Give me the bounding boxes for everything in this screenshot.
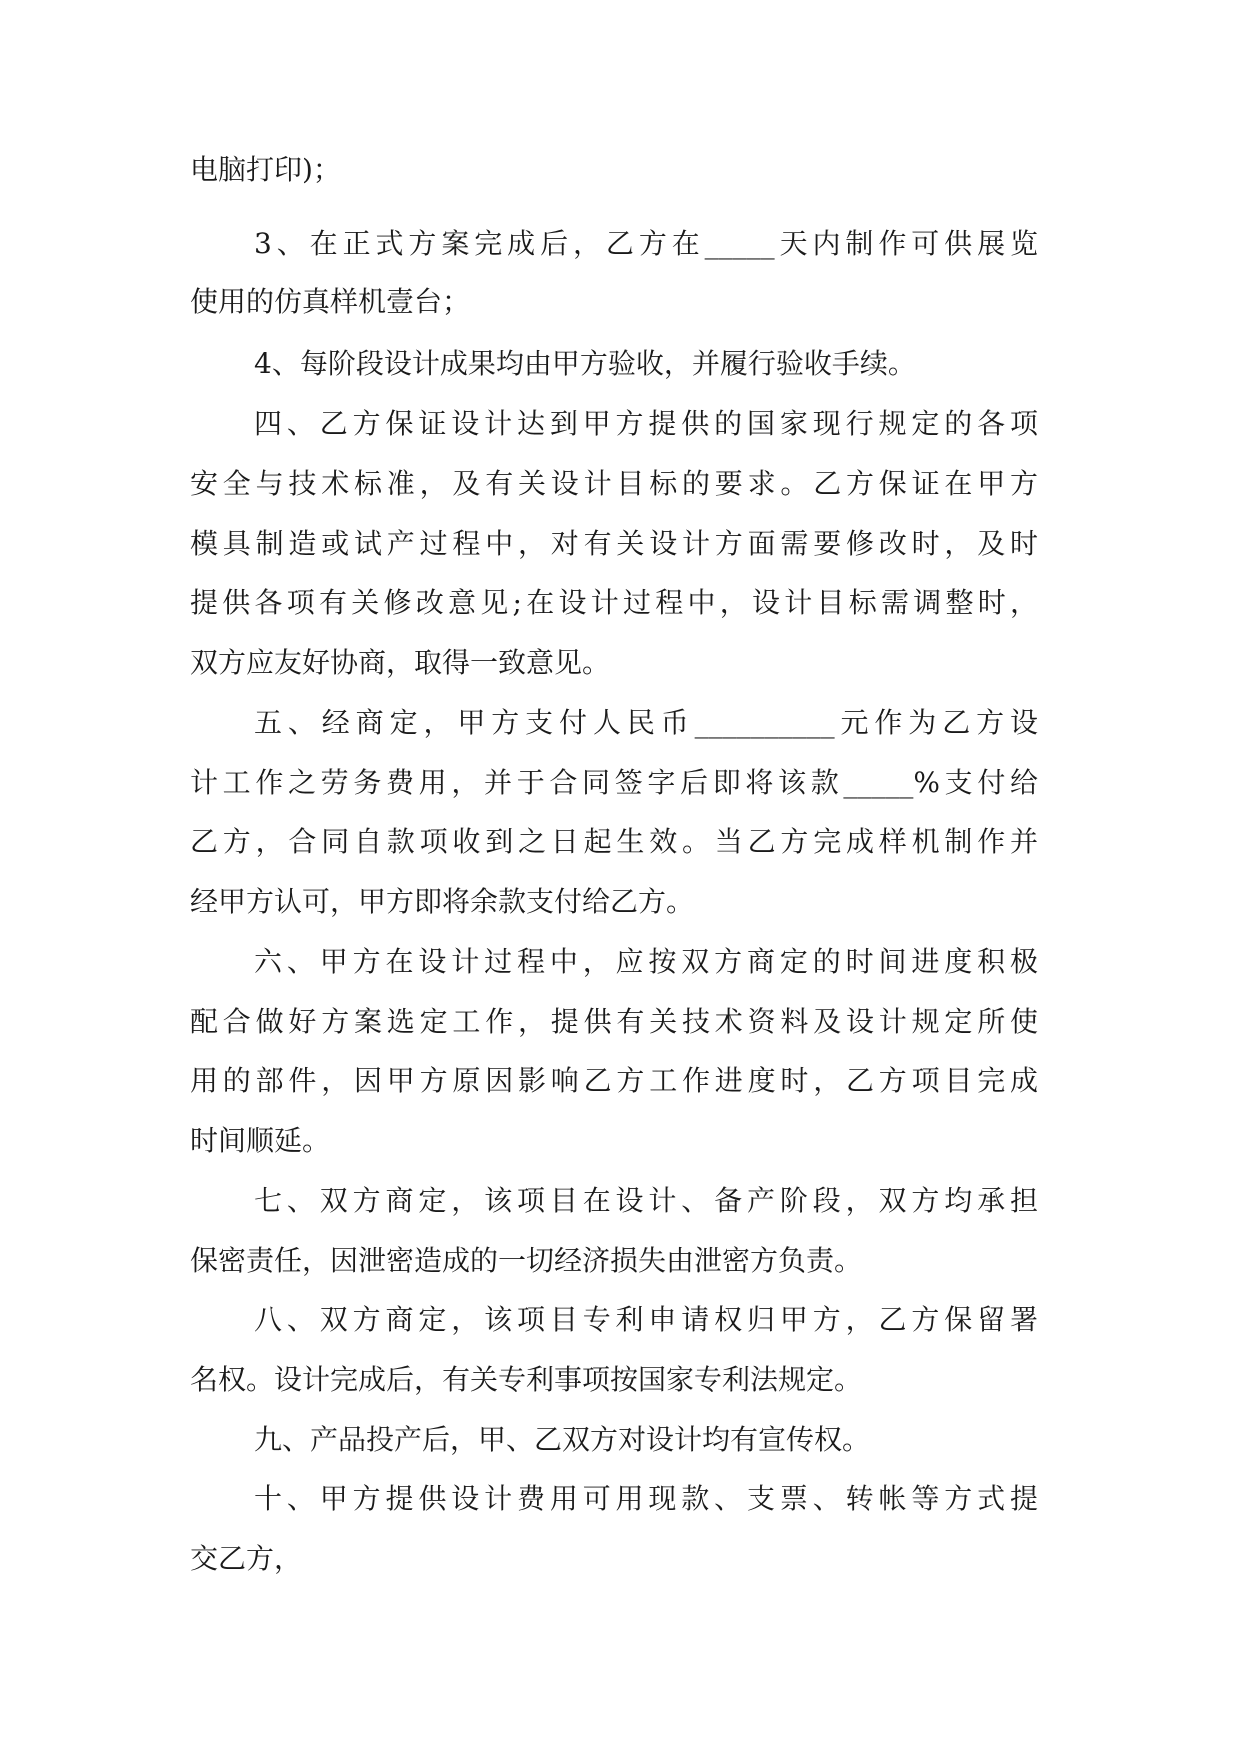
line-23: 十、甲方提供设计费用可用现款、支票、转帐等方式提 [254,1482,1038,1515]
line-6: 安全与技术标准，及有关设计目标的要求。乙方保证在甲方 [190,467,1038,500]
line-18: 七、双方商定，该项目在设计、备产阶段，双方均承担 [254,1184,1038,1217]
line-14: 六、甲方在设计过程中，应按双方商定的时间进度积极 [254,945,1038,978]
line-11: 计工作之劳务费用，并于合同签字后即将该款_____%支付给 [190,766,1038,799]
line-16: 用的部件，因甲方原因影响乙方工作进度时，乙方项目完成 [190,1064,1038,1097]
line-8: 提供各项有关修改意见;在设计过程中，设计目标需调整时， [190,586,1038,619]
line-17: 时间顺延。 [190,1124,331,1157]
line-20: 八、双方商定，该项目专利申请权归甲方，乙方保留署 [254,1303,1038,1336]
line-7: 模具制造或试产过程中，对有关设计方面需要修改时，及时 [190,527,1038,560]
line-3: 使用的仿真样机壹台； [190,285,471,318]
line-4: 4、每阶段设计成果均由甲方验收，并履行验收手续。 [254,347,916,380]
line-13: 经甲方认可，甲方即将余款支付给乙方。 [190,885,695,918]
line-21: 名权。设计完成后，有关专利事项按国家专利法规定。 [190,1363,863,1396]
line-19: 保密责任，因泄密造成的一切经济损失由泄密方负责。 [190,1244,863,1277]
line-2: 3、在正式方案完成后，乙方在_____天内制作可供展览 [254,227,1038,260]
line-10: 五、经商定，甲方支付人民币__________元作为乙方设 [254,706,1038,739]
line-24: 交乙方， [190,1542,303,1575]
line-15: 配合做好方案选定工作，提供有关技术资料及设计规定所使 [190,1005,1038,1038]
line-9: 双方应友好协商，取得一致意见。 [190,646,611,679]
line-22: 九、产品投产后，甲、乙双方对设计均有宣传权。 [254,1423,871,1456]
line-1: 电脑打印)； [190,153,341,186]
line-5: 四、乙方保证设计达到甲方提供的国家现行规定的各项 [254,407,1038,440]
line-12: 乙方，合同自款项收到之日起生效。当乙方完成样机制作并 [190,825,1038,858]
